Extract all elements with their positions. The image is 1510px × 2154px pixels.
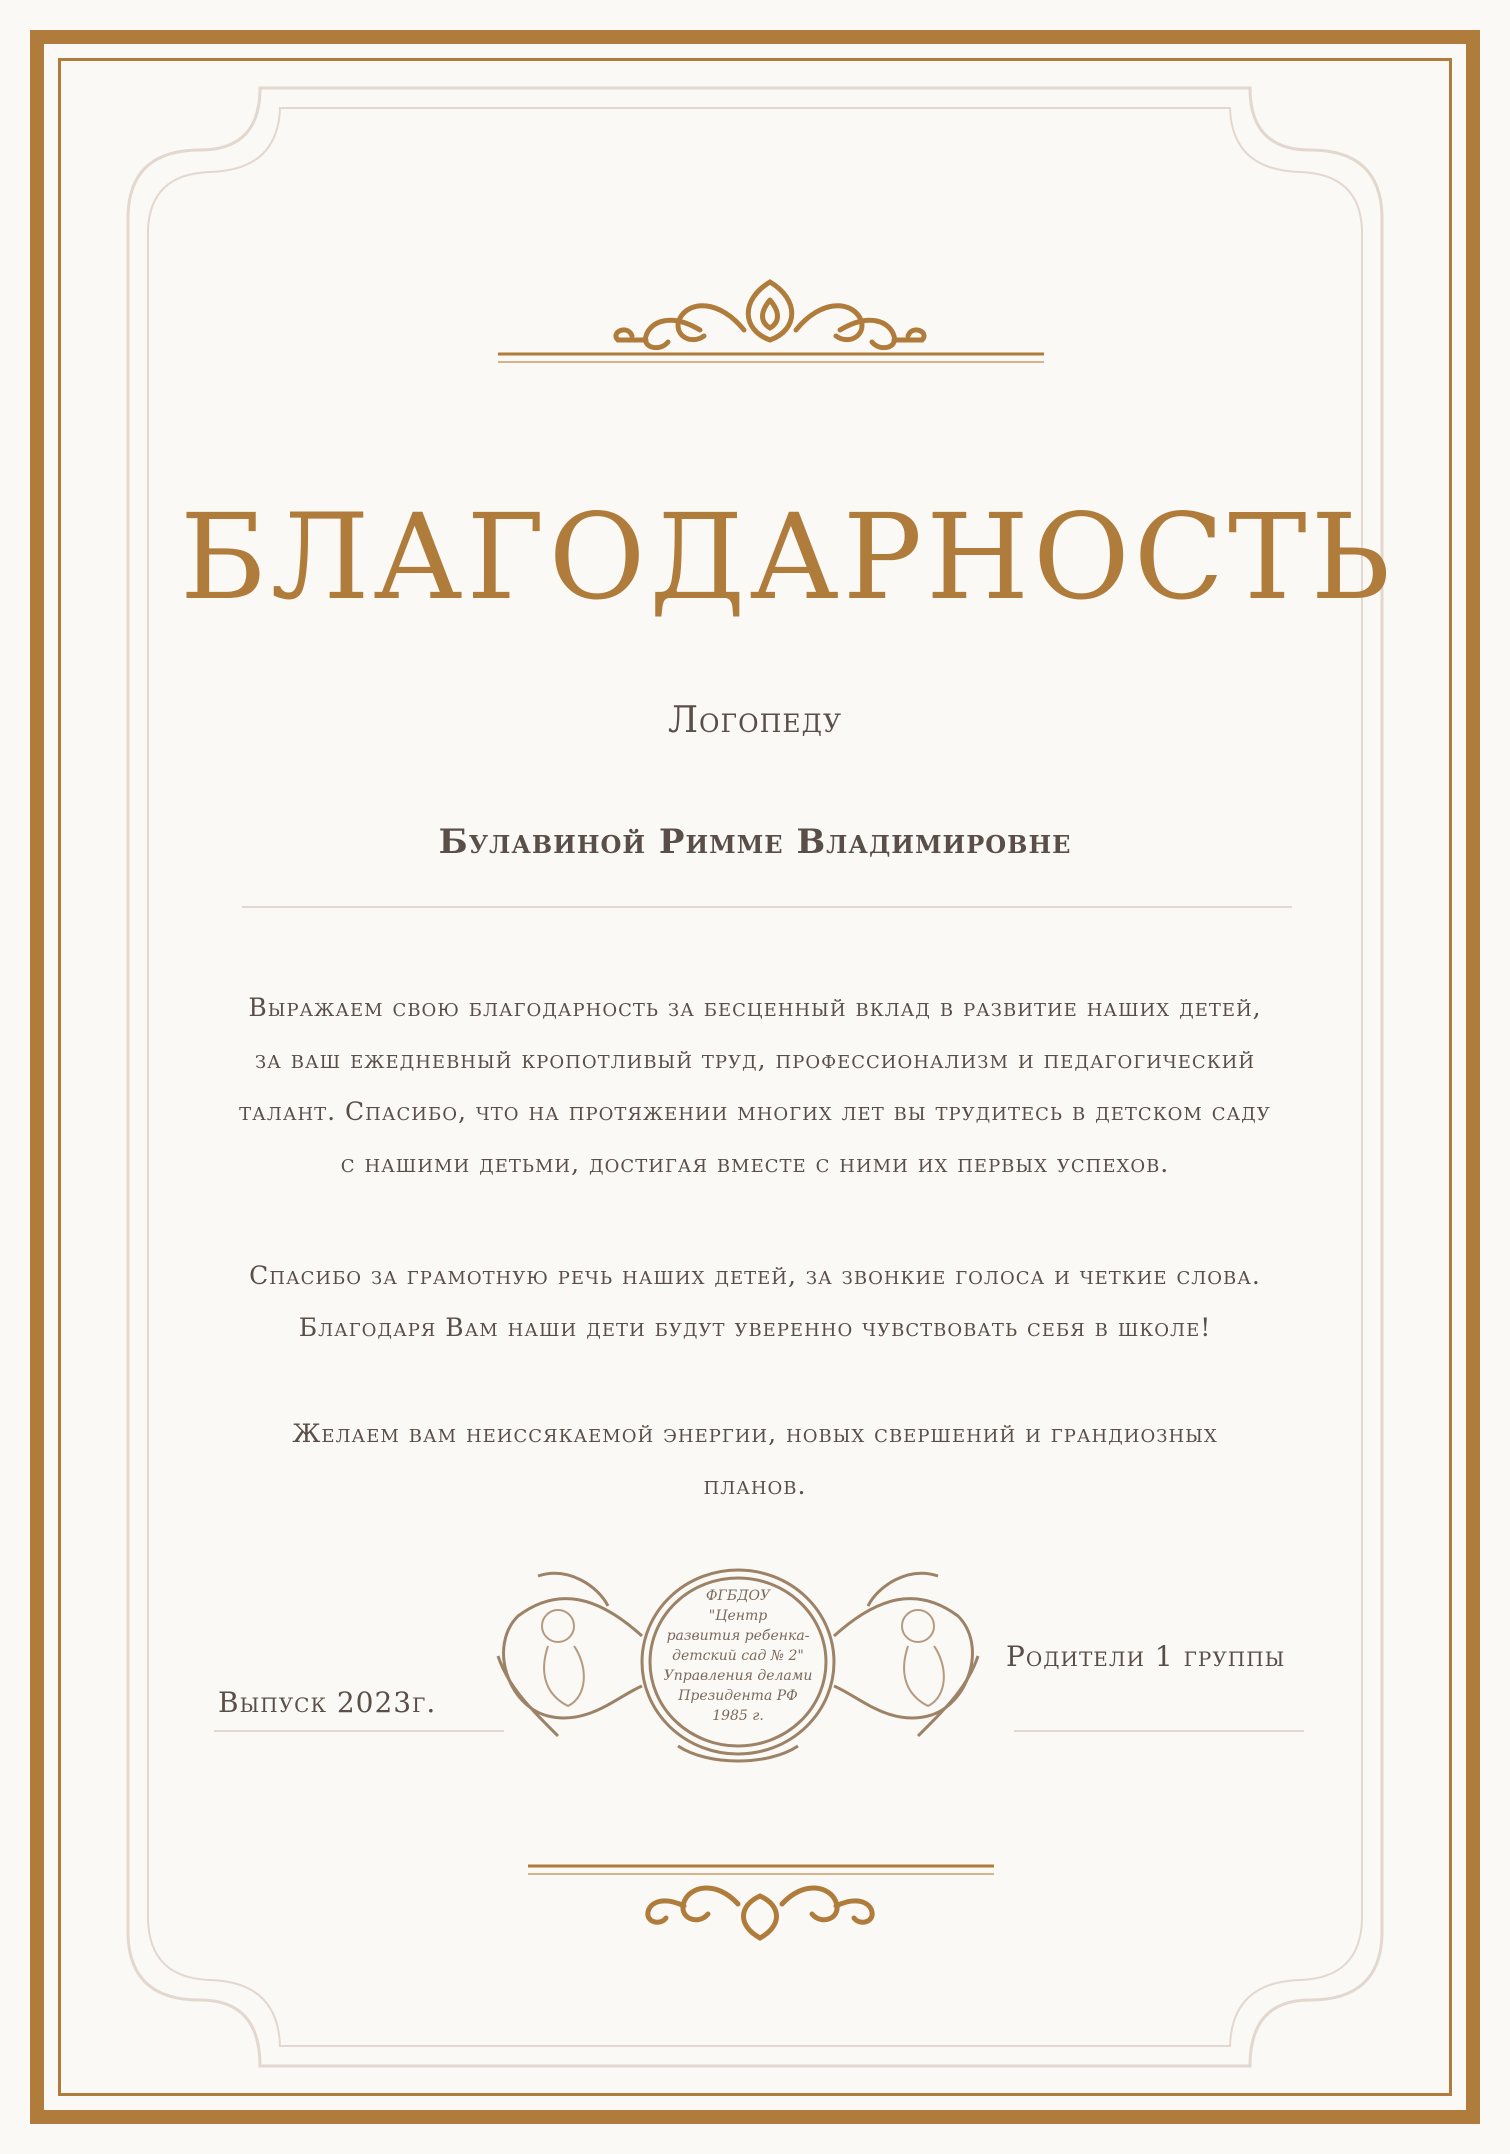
paragraph-line: планов. xyxy=(703,1471,807,1500)
paragraph-line: Спасибо за грамотную речь наших детей, за звонкие голоса и четкие слова. xyxy=(249,1261,1261,1290)
stamp-line: Управления делами xyxy=(663,1668,813,1684)
stamp-text xyxy=(658,1586,818,1726)
kindergarten-stamp xyxy=(478,1556,998,1770)
stamp-line: 1985 г. xyxy=(712,1708,764,1724)
paragraph-gratitude xyxy=(180,982,1330,1190)
stamp-line: развития ребенка- xyxy=(666,1628,810,1644)
stamp-line: ФГБДОУ xyxy=(705,1588,771,1604)
signature-right-line xyxy=(1014,1730,1304,1732)
signature-left-line xyxy=(214,1730,504,1732)
paragraph-line: за ваш ежедневный кропотливый труд, профессионализм и педагогический xyxy=(254,1045,1256,1074)
stamp-line: Президента РФ xyxy=(678,1688,798,1704)
paragraph-wishes xyxy=(180,1408,1330,1512)
signature-left-label: Выпуск 2023г. xyxy=(218,1686,437,1719)
paragraph-line: с нашими детьми, достигая вместе с ними их первых успехов. xyxy=(340,1149,1170,1178)
recipient-role: Логопеду xyxy=(667,700,843,741)
divider-line xyxy=(242,906,1292,908)
recipient-name: Булавиной Римме Владимировне xyxy=(438,822,1072,862)
certificate-title: БЛАГОДАРНОСТЬ xyxy=(180,488,1395,626)
paragraph-line: талант. Спасибо, что на протяжении многих лет вы трудитесь в детском саду xyxy=(239,1097,1271,1126)
paragraph-speech xyxy=(180,1250,1330,1354)
paragraph-line: Благодаря Вам наши дети будут уверенно чувствовать себя в школе! xyxy=(298,1313,1212,1342)
stamp-line: детский сад № 2" xyxy=(672,1648,804,1664)
signature-right-label: Родители 1 группы xyxy=(1006,1640,1286,1673)
stamp-line: "Центр xyxy=(708,1608,768,1624)
paragraph-line: Желаем вам неиссякаемой энергии, новых свершений и грандиозных xyxy=(292,1419,1218,1448)
paragraph-line: Выражаем свою благодарность за бесценный вклад в развитие наших детей, xyxy=(248,993,1262,1022)
